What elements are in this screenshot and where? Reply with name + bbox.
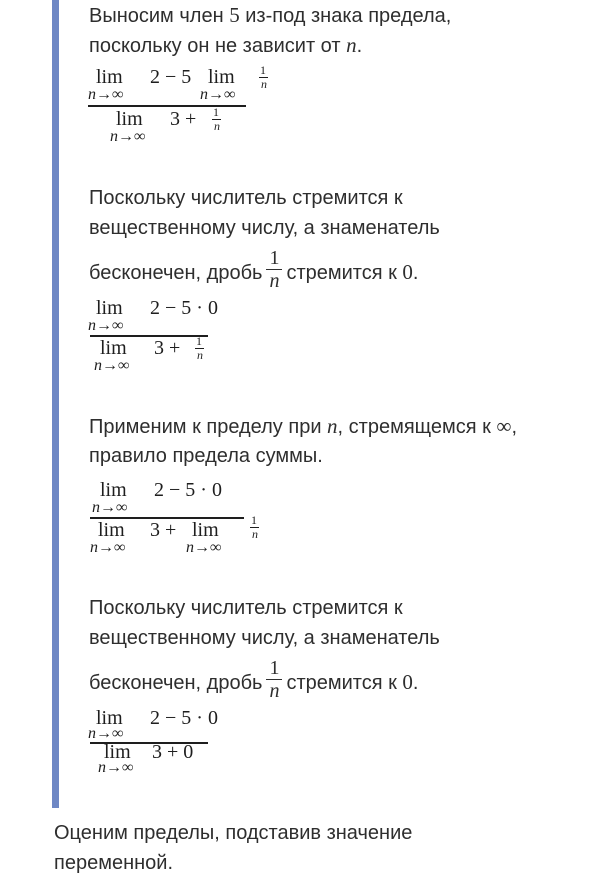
- step1-formula: lim n→∞ 2 − 5 lim n→∞ 1 n lim n→∞ 3 + 1 n: [88, 63, 267, 145]
- step2-text-line2: вещественному числу, а знаменатель: [89, 217, 440, 239]
- step3-text-line1: Применим к пределу при n, стремящемся к ∞,: [89, 414, 517, 438]
- step2-text-line1: Поскольку числитель стремится к: [89, 187, 403, 209]
- step3-formula: lim n→∞ 2 − 5 · 0 lim n→∞ 3 + lim n→∞ 1 n: [90, 479, 258, 556]
- step4-text-line3: бесконечен, дробь $\frac{1}{n}$ стремится к 0.: [89, 657, 419, 702]
- step4-text-line2: вещественному числу, а знаменатель: [89, 627, 440, 649]
- inline-fraction: $\frac{1}{n}$: [266, 657, 282, 702]
- step1-text-line1: Выносим член 5 из-под знака предела,: [89, 3, 452, 27]
- footer-text-line2: переменной.: [54, 852, 174, 874]
- step4-formula: lim n→∞ 2 − 5 · 0 lim n→∞ 3 + 0: [88, 707, 218, 776]
- step3-text-line2: правило предела суммы.: [89, 445, 323, 467]
- step4-text-line1: Поскольку числитель стремится к: [89, 597, 403, 619]
- step2-text-line3: бесконечен, дробь $\frac{1}{n}$ стремится к 0.: [89, 247, 419, 292]
- step2-formula: lim n→∞ 2 − 5 · 0 lim n→∞ 3 + 1 n: [88, 297, 218, 374]
- step-indicator-bar: [52, 0, 59, 808]
- footer-text-line1: Оценим пределы, подставив значение: [54, 822, 413, 844]
- inline-fraction: $\frac{1}{n}$: [266, 247, 282, 292]
- step1-text-line2: поскольку он не зависит от n.: [89, 33, 363, 57]
